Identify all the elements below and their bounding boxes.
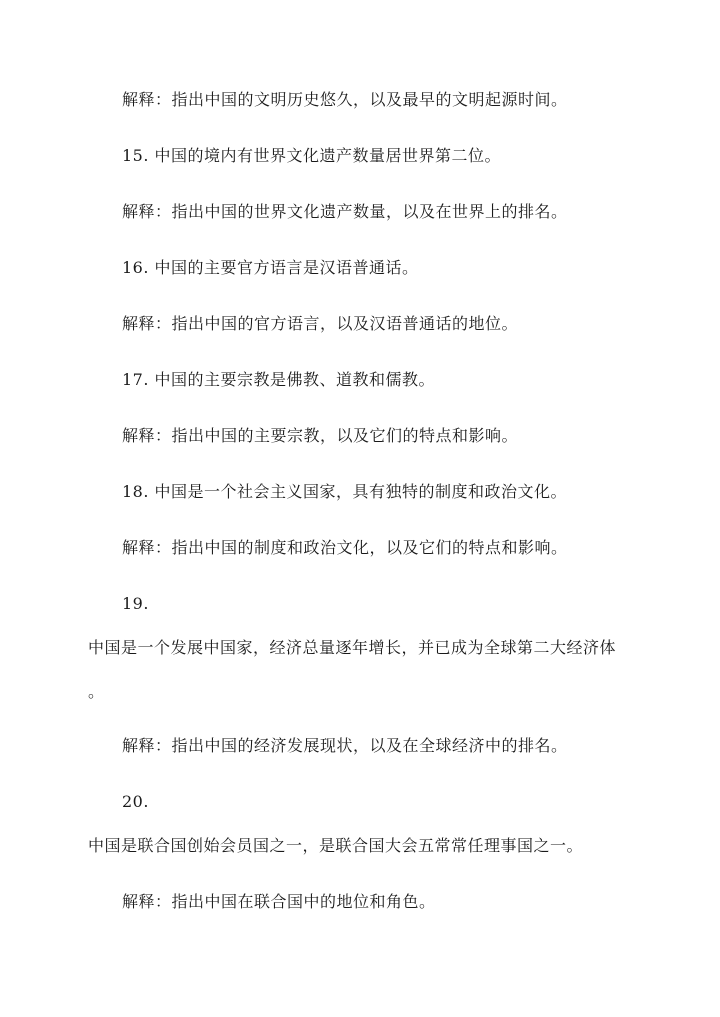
item-17: 17. 中国的主要宗教是佛教、道教和儒教。 xyxy=(122,370,436,389)
explanation-18: 解释：指出中国的制度和政治文化，以及它们的特点和影响。 xyxy=(122,538,568,557)
item-18: 18. 中国是一个社会主义国家，具有独特的制度和政治文化。 xyxy=(122,482,568,501)
explanation-16: 解释：指出中国的官方语言，以及汉语普通话的地位。 xyxy=(122,314,519,333)
item-19-text: 中国是一个发展中国家，经济总量逐年增长，并已成为全球第二大经济体 xyxy=(88,638,617,657)
item-15: 15. 中国的境内有世界文化遗产数量居世界第二位。 xyxy=(122,146,502,165)
item-19-number: 19. xyxy=(122,594,149,613)
item-19-period: 。 xyxy=(88,682,105,701)
explanation-17: 解释：指出中国的主要宗教，以及它们的特点和影响。 xyxy=(122,426,519,445)
explanation-14: 解释：指出中国的文明历史悠久，以及最早的文明起源时间。 xyxy=(122,90,568,109)
item-20-number: 20. xyxy=(122,792,149,811)
explanation-15: 解释：指出中国的世界文化遗产数量，以及在世界上的排名。 xyxy=(122,202,568,221)
item-20-text: 中国是联合国创始会员国之一，是联合国大会五常常任理事国之一。 xyxy=(88,836,584,855)
item-16: 16. 中国的主要官方语言是汉语普通话。 xyxy=(122,258,419,277)
explanation-20: 解释：指出中国在联合国中的地位和角色。 xyxy=(122,892,436,911)
explanation-19: 解释：指出中国的经济发展现状，以及在全球经济中的排名。 xyxy=(122,736,568,755)
